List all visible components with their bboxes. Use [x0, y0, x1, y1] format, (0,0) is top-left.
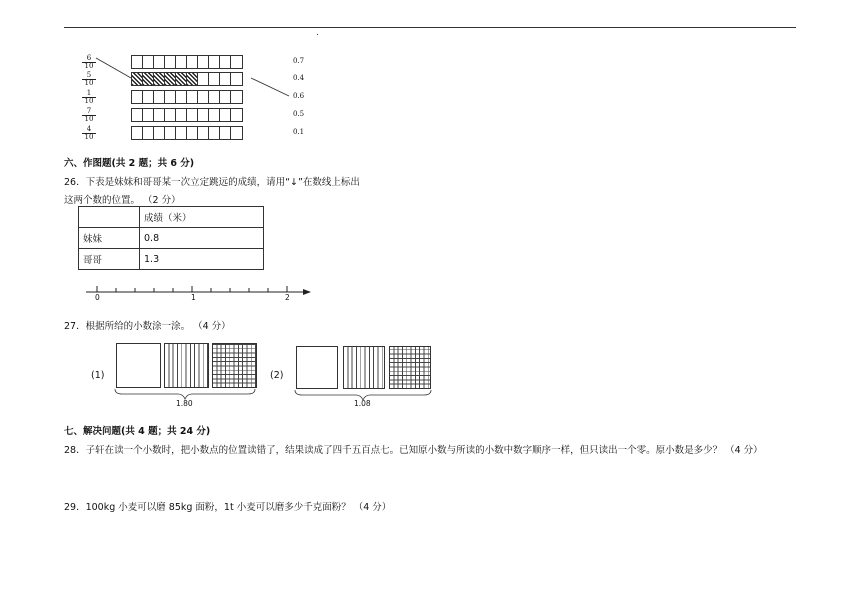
- part-2-value: 1.08: [354, 399, 371, 408]
- fraction-5-10: $\frac{5}{10}$: [82, 72, 96, 87]
- decimal-label: 0.1: [293, 128, 305, 136]
- fraction-7-10: $\frac{7}{10}$: [82, 108, 96, 123]
- part-2-label: (2): [270, 370, 284, 381]
- number-line[interactable]: [0, 280, 860, 310]
- whole-square-grid[interactable]: [296, 346, 338, 389]
- question-28-text: 28．子轩在读一个小数时，把小数点的位置读错了，结果读成了四千五百点七。已知原小数与所读的小数中数字顺序一样，但只读出一个零。原小数是多少？ （4 分）: [64, 445, 763, 456]
- number-line-label-0: 0: [95, 293, 100, 302]
- tenths-grid[interactable]: [343, 346, 385, 389]
- table-cell-name: 哥哥: [79, 249, 140, 270]
- fraction-4-10: $\frac{4}{10}$: [82, 126, 96, 141]
- question-27-text: 27．根据所给的小数涂一涂。 （4 分）: [64, 321, 231, 332]
- decimal-label: 0.7: [293, 57, 305, 65]
- table-cell-name: 妹妹: [79, 228, 140, 249]
- hundredths-grid[interactable]: [212, 343, 257, 388]
- fraction-1-10: $\frac{1}{10}$: [82, 90, 96, 105]
- match-line: [96, 58, 131, 78]
- fraction-6-10: $\frac{6}{10}$: [82, 55, 96, 70]
- table-cell-score: 1.3: [140, 249, 264, 270]
- table-row: [79, 228, 264, 249]
- table-header-cell: [79, 207, 140, 228]
- section-7-title: 七、解决问题(共 4 题；共 24 分): [64, 426, 211, 437]
- hundredths-grid[interactable]: [389, 346, 431, 389]
- arrow-right-icon: [303, 289, 311, 295]
- part-1-label: (1): [91, 370, 105, 381]
- table-cell-score: 0.8: [140, 228, 264, 249]
- question-29-text: 29．100kg 小麦可以磨 85kg 面粉，1t 小麦可以磨多少千克面粉？ （4 分）: [64, 502, 392, 513]
- table-header-row: [79, 207, 264, 228]
- tenths-grid[interactable]: [164, 343, 209, 388]
- number-line-label-1: 1: [191, 293, 196, 302]
- part-1-value: 1.80: [176, 399, 193, 408]
- matching-lines: [0, 0, 860, 150]
- decimal-label: 0.5: [293, 110, 305, 118]
- question-26-text-cont: 这两个数的位置。 （2 分）: [64, 195, 181, 206]
- table-row: [79, 249, 264, 270]
- whole-square-grid[interactable]: [116, 343, 161, 388]
- decimal-label: 0.6: [293, 92, 305, 100]
- table-header-cell: 成绩（米）: [140, 207, 264, 228]
- number-line-ticks: [97, 286, 287, 292]
- match-line: [251, 78, 289, 96]
- section-6-title: 六、作图题(共 2 题；共 6 分): [64, 158, 195, 169]
- question-26-text: 26．下表是妹妹和哥哥某一次立定跳远的成绩，请用“↓”在数线上标出: [64, 177, 360, 188]
- decimal-label: 0.4: [293, 74, 305, 82]
- jump-score-table: [78, 206, 264, 270]
- number-line-label-2: 2: [285, 293, 290, 302]
- header-dot: .: [316, 28, 319, 38]
